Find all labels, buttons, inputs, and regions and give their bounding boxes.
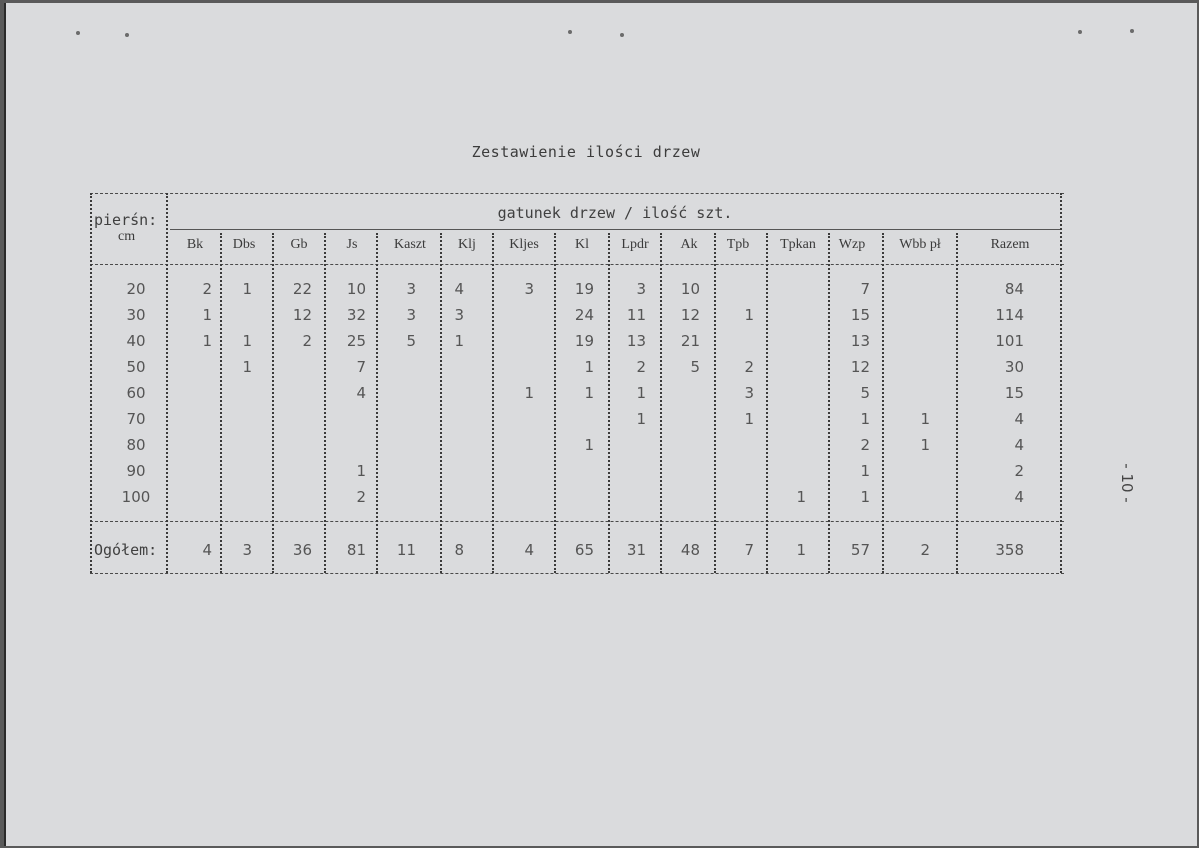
table-cell: 1: [744, 410, 754, 428]
table-cell: 13: [626, 332, 646, 350]
page-title: Zestawienie ilości drzew: [471, 143, 701, 161]
table-cell: 1: [584, 436, 594, 454]
table-bottom-rule: [90, 573, 1064, 574]
table-cell: 1: [860, 488, 870, 506]
table-cell: 1: [454, 332, 464, 350]
punch-hole: [568, 30, 572, 34]
table-cell: 15: [1004, 384, 1024, 402]
table-cell: 2: [302, 332, 312, 350]
table-cell: 3: [406, 306, 416, 324]
table-cell: 1: [744, 306, 754, 324]
document-sheet: [4, 3, 1197, 846]
species-header-gb: Gb: [290, 237, 308, 252]
table-cell: 2: [744, 358, 754, 376]
total-cell: 7: [744, 541, 754, 559]
table-cell: 4: [1014, 436, 1024, 454]
species-header-tpb: Tpb: [726, 237, 750, 252]
total-cell: 3: [242, 541, 252, 559]
diameter-cell: 20: [126, 280, 146, 298]
table-cell: 1: [202, 332, 212, 350]
table-cell: 101: [995, 332, 1024, 350]
table-cell: 5: [690, 358, 700, 376]
table-cell: 5: [406, 332, 416, 350]
table-cell: 1: [636, 384, 646, 402]
table-cell: 2: [202, 280, 212, 298]
table-cell: 25: [346, 332, 366, 350]
column-separator: [766, 233, 768, 573]
punch-hole: [620, 33, 624, 37]
table-cell: 1: [584, 358, 594, 376]
diameter-cell: 50: [126, 358, 146, 376]
diameter-unit-label: cm: [118, 229, 136, 244]
species-header-tpkan: Tpkan: [780, 237, 816, 252]
species-header-js: Js: [346, 237, 358, 252]
total-cell: 57: [850, 541, 870, 559]
table-cell: 3: [454, 306, 464, 324]
table-cell: 1: [796, 488, 806, 506]
table-cell: 1: [860, 410, 870, 428]
table-cell: 19: [574, 332, 594, 350]
table-cell: 13: [850, 332, 870, 350]
table-cell: 4: [1014, 488, 1024, 506]
total-label: Ogółem:: [94, 541, 158, 559]
table-cell: 3: [524, 280, 534, 298]
table-cell: 12: [850, 358, 870, 376]
table-cell: 32: [346, 306, 366, 324]
table-cell: 3: [744, 384, 754, 402]
total-cell: 8: [454, 541, 464, 559]
total-cell: 4: [202, 541, 212, 559]
table-cell: 10: [680, 280, 700, 298]
species-header-razem: Razem: [990, 237, 1030, 252]
table-cell: 1: [860, 462, 870, 480]
page-number-text: - 10 -: [1118, 463, 1136, 503]
column-separator: [882, 233, 884, 573]
punch-hole: [125, 33, 129, 37]
table-cell: 4: [454, 280, 464, 298]
species-header-kl: Kl: [575, 237, 589, 252]
punch-hole: [1078, 30, 1082, 34]
species-group-header: gatunek drzew / ilość szt.: [497, 204, 733, 222]
table-cell: 4: [356, 384, 366, 402]
table-cell: 1: [356, 462, 366, 480]
total-cell: 4: [524, 541, 534, 559]
table-cell: 1: [920, 436, 930, 454]
diameter-cell: 80: [126, 436, 146, 454]
species-header-dbs: Dbs: [232, 237, 256, 252]
table-cell: 24: [574, 306, 594, 324]
table-cell: 15: [850, 306, 870, 324]
table-cell: 1: [636, 410, 646, 428]
body-bottom-rule: [90, 521, 1064, 522]
table-cell: 4: [1014, 410, 1024, 428]
species-header-ak: Ak: [680, 237, 698, 252]
column-separator: [714, 233, 716, 573]
table-cell: 12: [292, 306, 312, 324]
diameter-cell: 70: [126, 410, 146, 428]
diameter-header-label: pierśn:: [94, 211, 158, 229]
species-header-wzp: Wzp: [838, 237, 866, 252]
table-cell: 114: [995, 306, 1024, 324]
table-cell: 30: [1004, 358, 1024, 376]
table-cell: 2: [860, 436, 870, 454]
total-cell: 11: [396, 541, 416, 559]
punch-hole: [76, 31, 80, 35]
column-separator: [1060, 193, 1062, 573]
total-cell: 31: [626, 541, 646, 559]
table-cell: 11: [626, 306, 646, 324]
total-cell: 48: [680, 541, 700, 559]
total-cell: 36: [292, 541, 312, 559]
table-cell: 84: [1004, 280, 1024, 298]
diameter-cell: 100: [121, 488, 151, 506]
table-cell: 2: [356, 488, 366, 506]
punch-hole: [1130, 29, 1134, 33]
table-cell: 7: [356, 358, 366, 376]
table-top-rule: [90, 193, 1064, 194]
diameter-cell: 40: [126, 332, 146, 350]
total-cell: 81: [346, 541, 366, 559]
total-cell: 65: [574, 541, 594, 559]
species-header-kaszt: Kaszt: [394, 237, 426, 252]
table-cell: 21: [680, 332, 700, 350]
table-cell: 5: [860, 384, 870, 402]
table-cell: 3: [636, 280, 646, 298]
table-cell: 10: [346, 280, 366, 298]
species-header-kljes: Kljes: [509, 237, 539, 252]
total-cell: 358: [995, 541, 1024, 559]
column-separator: [956, 233, 958, 573]
table-cell: 22: [292, 280, 312, 298]
page-number: [1118, 401, 1142, 503]
header-bottom-rule: [90, 264, 1064, 265]
table-cell: 1: [524, 384, 534, 402]
table-cell: 3: [406, 280, 416, 298]
header-divider-rule: [170, 229, 1060, 230]
table-cell: 1: [920, 410, 930, 428]
table-cell: 1: [242, 358, 252, 376]
table-cell: 7: [860, 280, 870, 298]
species-header-lpdr: Lpdr: [621, 237, 649, 252]
diameter-cell: 90: [126, 462, 146, 480]
table-cell: 1: [242, 332, 252, 350]
table-cell: 19: [574, 280, 594, 298]
total-cell: 1: [796, 541, 806, 559]
diameter-cell: 60: [126, 384, 146, 402]
total-cell: 2: [920, 541, 930, 559]
table-cell: 1: [584, 384, 594, 402]
species-header-klj: Klj: [458, 237, 476, 252]
table-cell: 12: [680, 306, 700, 324]
table-cell: 1: [202, 306, 212, 324]
table-cell: 1: [242, 280, 252, 298]
table-cell: 2: [636, 358, 646, 376]
species-header-bk: Bk: [186, 237, 204, 252]
diameter-cell: 30: [126, 306, 146, 324]
species-header-wbb-pł: Wbb pł: [899, 237, 941, 252]
column-separator: [90, 193, 92, 573]
table-cell: 2: [1014, 462, 1024, 480]
